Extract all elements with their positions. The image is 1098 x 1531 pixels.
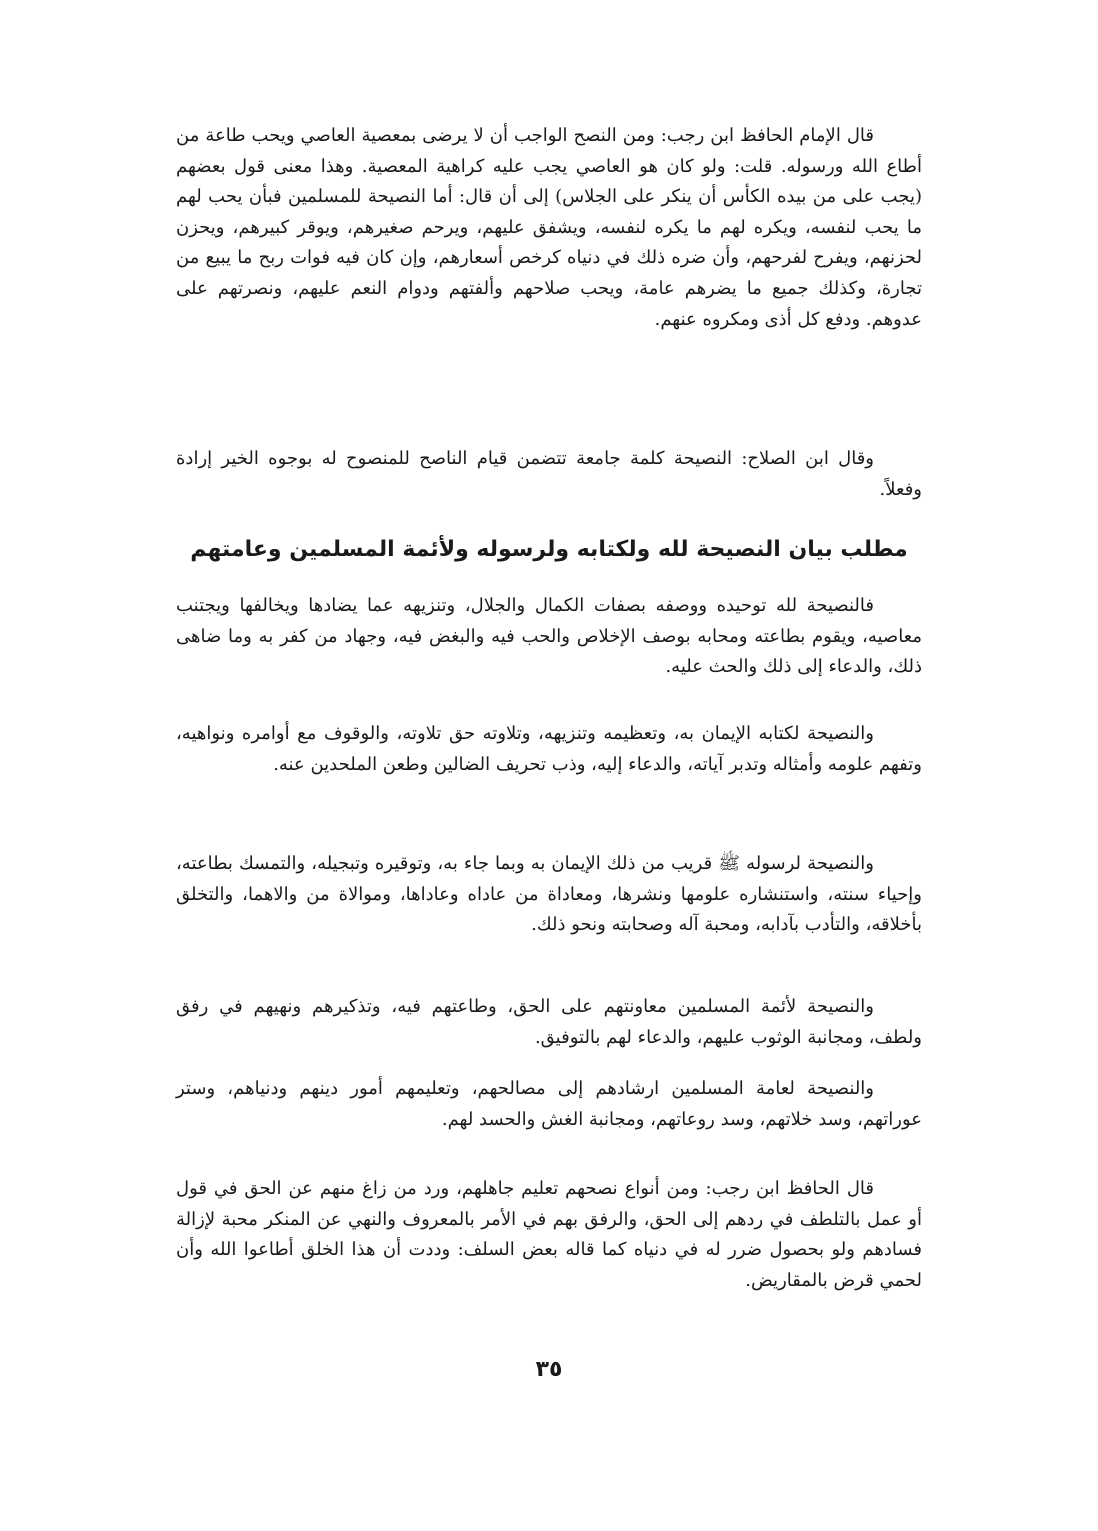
paragraph-ibn-salah <box>176 444 922 505</box>
paragraph-text: قال الإمام الحافظ ابن رجب: ومن النصح الواجب أن لا يرضى بمعصية العاصي ويحب طاعة من أطاع الله ورسوله. قلت: ولو كان هو العاصي يجب عليه كراهية المعصية. وهذا معنى قول بعضهم (يجب على من بيده الكأس أن ينكر على الجلاس) إلى أن قال: أما النصيحة للمسلمين فبأن يحب لهم ما يحب لنفسه، ويكره لهم ما يكره لنفسه، ويشفق عليهم، ويرحم صغيرهم، ويوقر كبيرهم، ويحزن لحزنهم، ويفرح لفرحهم، وأن ضره ذلك في دنياه كرخص أسعارهم، وإن كان فيه فوات ربح ما يبيع من تجارة، وكذلك جميع ما يضرهم عامة، ويحب صلاحهم وألفتهم ودوام النعم عليهم، ونصرتهم على عدوهم. ودفع كل أذى ومكروه عنهم. <box>176 125 922 330</box>
paragraph-text: فالنصيحة لله توحيده ووصفه بصفات الكمال والجلال، وتنزيهه عما يضادها ويخالفها ويجتنب معاصيه، ويقوم بطاعته ومحابه بوصف الإخلاص والحب فيه والبغض فيه، وجهاد من كفر به وما ضاهى ذلك، والدعاء إلى ذلك والحث عليه. <box>176 595 922 678</box>
page-number: ٣٥ <box>535 1357 563 1382</box>
paragraph-text: والنصيحة لعامة المسلمين ارشادهم إلى مصالحهم، وتعليمهم أمور دينهم ودنياهم، وستر عوراتهم، وسد خلاتهم، وسد روعاتهم، ومجانبة الغش والحسد لهم. <box>176 1078 922 1130</box>
section-heading: مطلب بيان النصيحة لله ولكتابه ولرسوله ولأئمة المسلمين وعامتهم <box>190 537 908 562</box>
paragraph-naseeha-messenger <box>176 849 922 941</box>
paragraph-ibn-rajab-teaching <box>176 1174 922 1296</box>
paragraph-text: والنصيحة لرسوله ﷺ قريب من ذلك الإيمان به وبما جاء به، وتوقيره وتبجيله، والتمسك بطاعته، وإحياء سنته، واستنشاره علومها ونشرها، ومعاداة من عاداه وعاداها، وموالاة من والاهما، والتخلق بأخلاقه، والتأدب بآدابه، ومحبة آله وصحابته ونحو ذلك. <box>176 853 922 936</box>
paragraph-naseeha-allah <box>176 591 922 683</box>
paragraph-naseeha-common <box>176 1074 922 1135</box>
paragraph-naseeha-leaders <box>176 992 922 1053</box>
paragraph-text: قال الحافظ ابن رجب: ومن أنواع نصحهم تعليم جاهلهم، ورد من زاغ منهم عن الحق في قول أو عمل بالتلطف في ردهم إلى الحق، والرفق بهم في الأمر بالمعروف والنهي عن المنكر محبة لإزالة فسادهم ولو بحصول ضرر له في دنياه كما قاله بعض السلف: وددت أن هذا الخلق أطاعوا الله وأن لحمي قرض بالمقاريض. <box>176 1178 922 1291</box>
paragraph-text: والنصيحة لكتابه الإيمان به، وتعظيمه وتنزيهه، وتلاوته حق تلاوته، والوقوف مع أوامره ونواهيه، وتفهم علومه وأمثاله وتدبر آياته، والدعاء إليه، وذب تحريف الضالين وطعن الملحدين عنه. <box>176 723 922 775</box>
paragraph-text: والنصيحة لأئمة المسلمين معاونتهم على الحق، وطاعتهم فيه، وتذكيرهم ونهيهم في رفق ولطف، ومجانبة الوثوب عليهم، والدعاء لهم بالتوفيق. <box>176 996 922 1048</box>
paragraph-ibn-rajab-advice <box>176 121 922 335</box>
paragraph-naseeha-book <box>176 719 922 780</box>
paragraph-text: وقال ابن الصلاح: النصيحة كلمة جامعة تتضمن قيام الناصح للمنصوح له بوجوه الخير إرادة وفعلاً. <box>176 448 922 500</box>
